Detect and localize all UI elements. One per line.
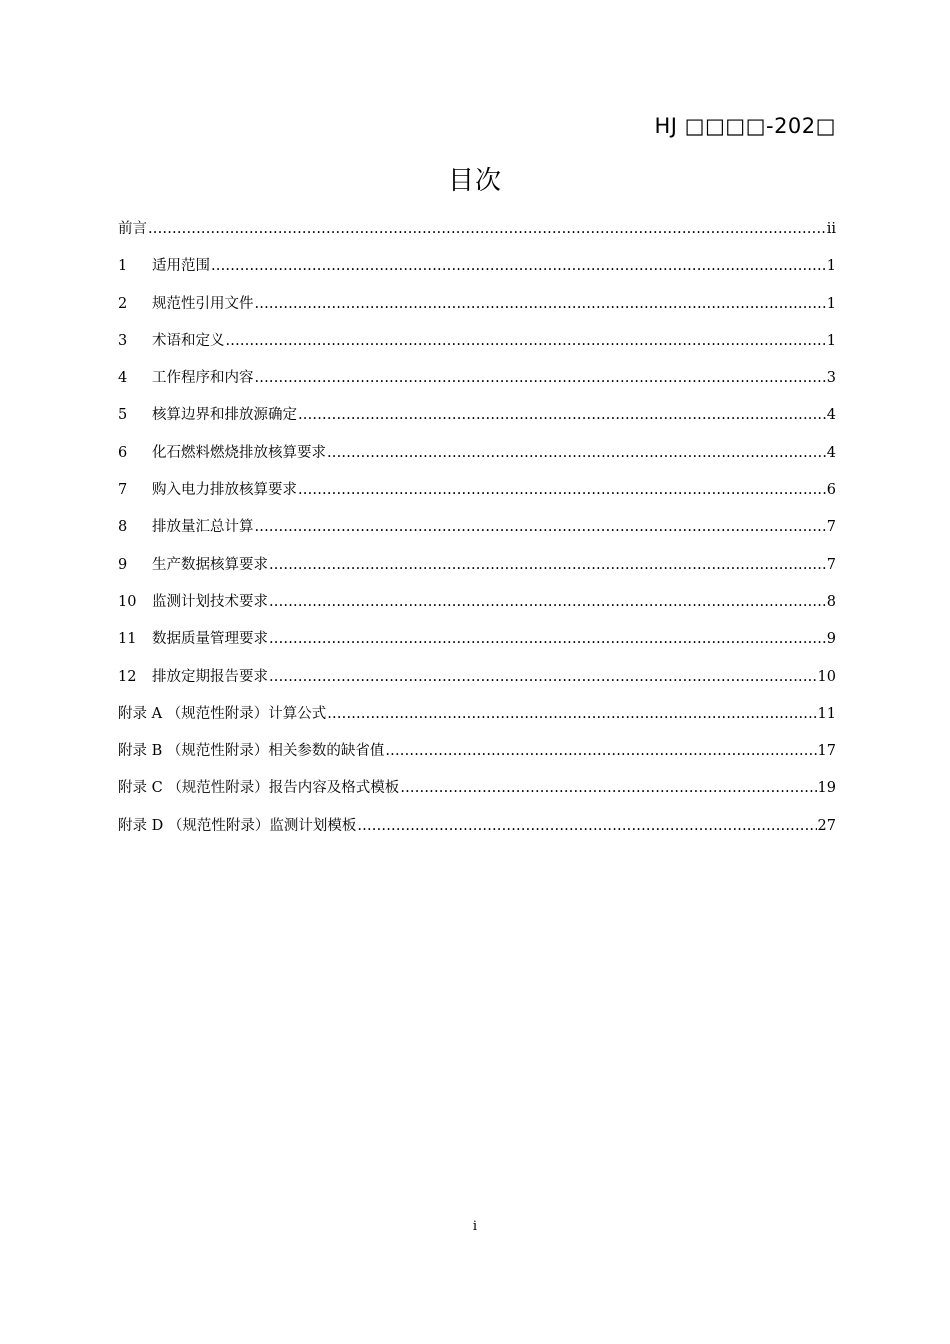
toc-entry-label: 化石燃料燃烧排放核算要求 xyxy=(152,444,326,461)
toc-entry-page: 7 xyxy=(826,519,836,536)
toc-entry-number: 5 xyxy=(118,407,128,424)
toc-entry-page: 1 xyxy=(826,295,836,312)
toc-entry[interactable] xyxy=(118,584,836,621)
toc-entry[interactable] xyxy=(118,211,836,248)
toc-dot-leader xyxy=(269,547,826,584)
toc-dot-leader xyxy=(400,770,816,807)
toc-entry[interactable] xyxy=(118,435,836,472)
toc-entry[interactable] xyxy=(118,808,836,845)
toc-entry-page: 27 xyxy=(817,817,836,834)
toc-entry-page: 6 xyxy=(826,482,836,499)
toc-entry-label: 监测计划技术要求 xyxy=(152,593,268,610)
toc-dot-leader xyxy=(269,621,826,658)
toc-entry-page: 10 xyxy=(817,668,836,685)
toc-dot-leader xyxy=(327,435,826,472)
toc-entry[interactable] xyxy=(118,323,836,360)
toc-dot-leader xyxy=(211,248,826,285)
toc-entry-label: 附录 A （规范性附录）计算公式 xyxy=(118,705,327,722)
toc-entry-page: 3 xyxy=(826,370,836,387)
toc-entry[interactable] xyxy=(118,397,836,434)
toc-dot-leader xyxy=(327,696,816,733)
toc-entry[interactable] xyxy=(118,733,836,770)
toc-entry-label: 购入电力排放核算要求 xyxy=(152,482,297,499)
toc-dot-leader xyxy=(148,211,826,248)
toc-entry-page: 1 xyxy=(826,332,836,349)
toc-entry-label: 工作程序和内容 xyxy=(152,370,254,387)
toc-entry-page: ii xyxy=(826,221,836,237)
toc-entry-page: 17 xyxy=(817,743,836,760)
toc-entry-page: 4 xyxy=(826,407,836,424)
toc-dot-leader xyxy=(269,659,817,696)
toc-entry-label: 适用范围 xyxy=(152,258,210,275)
toc-entry-page: 1 xyxy=(826,258,836,275)
toc-dot-leader xyxy=(255,286,826,323)
toc-entry-page: 7 xyxy=(826,556,836,573)
toc-dot-leader xyxy=(255,360,826,397)
toc-entry-label: 排放量汇总计算 xyxy=(152,519,254,536)
toc-entry[interactable] xyxy=(118,659,836,696)
toc-entry-number: 1 xyxy=(118,258,128,275)
toc-dot-leader xyxy=(269,584,826,621)
toc-dot-leader xyxy=(385,733,816,770)
toc-entry[interactable] xyxy=(118,770,836,807)
toc-dot-leader xyxy=(298,397,826,434)
toc-entry[interactable] xyxy=(118,547,836,584)
toc-entry[interactable] xyxy=(118,509,836,546)
toc-entry-label: 生产数据核算要求 xyxy=(152,556,268,573)
toc-entry-page: 19 xyxy=(817,780,836,797)
toc-dot-leader xyxy=(255,509,826,546)
toc-entry[interactable] xyxy=(118,472,836,509)
toc-entry-page: 8 xyxy=(826,593,836,610)
toc-entry[interactable] xyxy=(118,286,836,323)
toc-entry[interactable] xyxy=(118,621,836,658)
table-of-contents xyxy=(118,211,836,845)
toc-entry-label: 附录 C （规范性附录）报告内容及格式模板 xyxy=(118,780,400,797)
toc-dot-leader xyxy=(298,472,826,509)
toc-entry-number: 7 xyxy=(118,482,128,499)
toc-entry-number: 6 xyxy=(118,444,128,461)
toc-entry[interactable] xyxy=(118,248,836,285)
toc-title: 目次 xyxy=(447,166,502,196)
toc-entry-label: 术语和定义 xyxy=(152,332,225,349)
toc-entry-label: 附录 B （规范性附录）相关参数的缺省值 xyxy=(118,743,385,760)
toc-entry-number: 8 xyxy=(118,519,128,536)
toc-entry-number: 10 xyxy=(118,593,137,610)
toc-entry-number: 4 xyxy=(118,370,128,387)
toc-dot-leader xyxy=(226,323,826,360)
toc-entry-label: 核算边界和排放源确定 xyxy=(152,407,297,424)
toc-entry-number: 9 xyxy=(118,556,128,573)
page-number: i xyxy=(472,1219,478,1234)
toc-entry-label: 规范性引用文件 xyxy=(152,295,254,312)
toc-dot-leader xyxy=(357,808,816,845)
toc-entry-number: 12 xyxy=(118,668,137,685)
toc-entry-number: 3 xyxy=(118,332,128,349)
toc-entry-label: 排放定期报告要求 xyxy=(152,668,268,685)
toc-entry-page: 4 xyxy=(826,444,836,461)
toc-entry-label: 附录 D （规范性附录）监测计划模板 xyxy=(118,817,357,834)
document-code: HJ □□□□-202□ xyxy=(654,114,836,138)
toc-entry-label: 前言 xyxy=(118,221,147,237)
toc-entry-label: 数据质量管理要求 xyxy=(152,631,268,648)
toc-entry-page: 11 xyxy=(817,705,836,722)
toc-entry[interactable] xyxy=(118,360,836,397)
toc-entry-number: 2 xyxy=(118,295,128,312)
toc-entry-number: 11 xyxy=(118,631,137,648)
toc-entry-page: 9 xyxy=(826,631,836,648)
toc-entry[interactable] xyxy=(118,696,836,733)
